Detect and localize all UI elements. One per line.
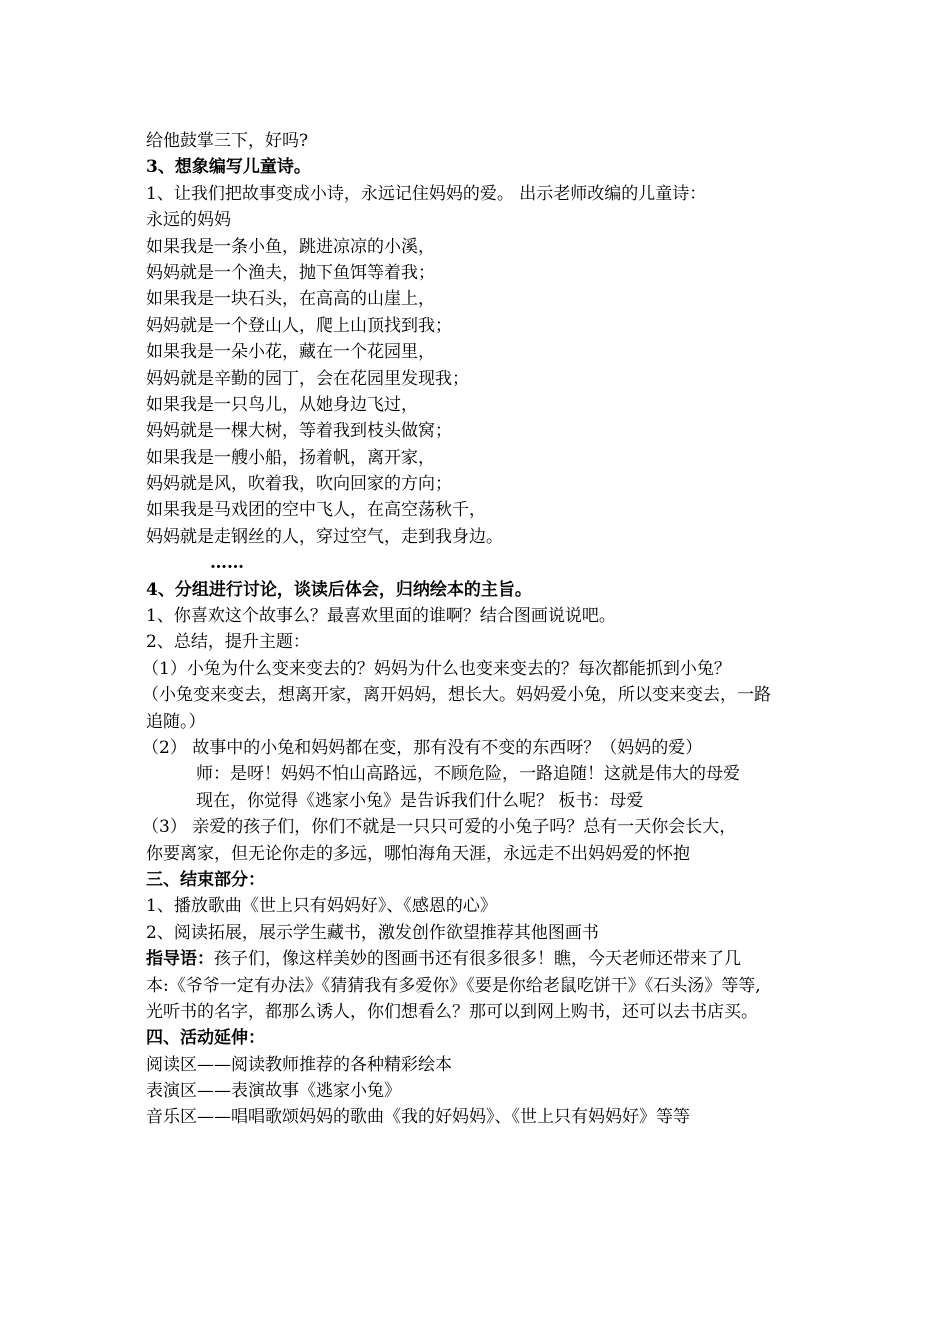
section-heading: 4、分组进行讨论，谈读后体会，归纳绘本的主旨。 bbox=[146, 579, 532, 600]
poem-line: 妈妈就是一棵大树，等着我到枝头做窝； bbox=[146, 421, 452, 442]
text-line: （3） 亲爱的孩子们，你们不就是一只只可爱的小兔子吗？总有一天你会长大， bbox=[142, 817, 737, 838]
poem-line: 如果我是一朵小花，藏在一个花园里， bbox=[146, 342, 435, 363]
guide-text: 孩子们，像这样美妙的图画书还有很多很多！瞧，今天老师还带来了几 bbox=[214, 949, 741, 970]
poem-line: 如果我是一艘小船，扬着帆，离开家， bbox=[146, 447, 435, 468]
guide-line bbox=[146, 946, 826, 972]
poem-line: 妈妈就是一个登山人，爬上山顶找到我； bbox=[146, 315, 452, 336]
text-line: 师：是呀！妈妈不怕山高路远，不顾危险，一路追随！这就是伟大的母爱 bbox=[196, 764, 740, 785]
text-line: 1、你喜欢这个故事么？最喜欢里面的谁啊？结合图画说说吧。 bbox=[146, 606, 616, 627]
section-heading: 四、活动延伸： bbox=[146, 1028, 265, 1049]
text-line: 1、让我们把故事变成小诗，永远记住妈妈的爱。 出示老师改编的儿童诗： bbox=[146, 183, 707, 204]
section-heading: 三、结束部分： bbox=[146, 869, 265, 890]
text-line: 光听书的名字，都那么诱人，你们想看么？那可以到网上购书，还可以去书店买。 bbox=[146, 1001, 758, 1022]
text-line: 2、总结，提升主题： bbox=[146, 632, 310, 653]
text-line: 表演区——表演故事《逃家小兔》 bbox=[146, 1081, 401, 1102]
poem-line: 妈妈就是风，吹着我，吹向回家的方向； bbox=[146, 474, 452, 495]
section-heading: 3、想象编写儿童诗。 bbox=[146, 157, 311, 178]
text-line: （小兔变来变去，想离开家，离开妈妈，想长大。妈妈爱小兔，所以变来变去，一路 bbox=[142, 685, 771, 706]
text-line: 1、播放歌曲《世上只有妈妈好》、《感恩的心》 bbox=[146, 896, 497, 917]
text-line: 给他鼓掌三下，好吗? bbox=[146, 131, 309, 151]
poem-line: 妈妈就是辛勤的园丁，会在花园里发现我； bbox=[146, 368, 469, 389]
poem-line: 妈妈就是一个渔夫，抛下鱼饵等着我； bbox=[146, 262, 435, 283]
text-line: 本:《爷爷一定有办法》《猜猜我有多爱你》《要是你给老鼠吃饼干》《石头汤》等等, bbox=[146, 975, 761, 996]
text-line: 现在，你觉得《逃家小兔》是告诉我们什么呢？ 板书：母爱 bbox=[196, 790, 644, 811]
text-line: （1）小兔为什么变来变去的？妈妈为什么也变来变去的？每次都能抓到小兔？ bbox=[142, 658, 731, 679]
text-line: 2、阅读拓展，展示学生藏书，激发创作欲望推荐其他图画书 bbox=[146, 922, 599, 943]
poem-line: 如果我是一块石头，在高高的山崖上， bbox=[146, 289, 435, 310]
poem-title: 永远的妈妈 bbox=[146, 210, 231, 231]
text-line: 你要离家，但无论你走的多远，哪怕海角天涯，永远走不出妈妈爱的怀抱 bbox=[146, 843, 690, 864]
document-page bbox=[142, 128, 826, 1131]
text-line: 追随。） bbox=[146, 711, 206, 732]
poem-line: 妈妈就是走钢丝的人，穿过空气，走到我身边。 bbox=[146, 526, 503, 547]
poem-line: 如果我是一条小鱼，跳进凉凉的小溪， bbox=[146, 236, 435, 257]
guide-label: 指导语： bbox=[146, 949, 214, 970]
poem-line: 如果我是马戏团的空中飞人，在高空荡秋千， bbox=[146, 500, 486, 521]
text-line: 阅读区——阅读教师推荐的各种精彩绘本 bbox=[146, 1054, 452, 1075]
text-line: （2） 故事中的小兔和妈妈都在变，那有没有不变的东西呀？（妈妈的爱） bbox=[142, 737, 703, 758]
poem-line: 如果我是一只鸟儿，从她身边飞过， bbox=[146, 394, 418, 415]
poem-ellipsis: …… bbox=[210, 553, 244, 574]
text-line: 音乐区——唱唱歌颂妈妈的歌曲《我的好妈妈》、《世上只有妈妈好》等等 bbox=[146, 1107, 690, 1128]
